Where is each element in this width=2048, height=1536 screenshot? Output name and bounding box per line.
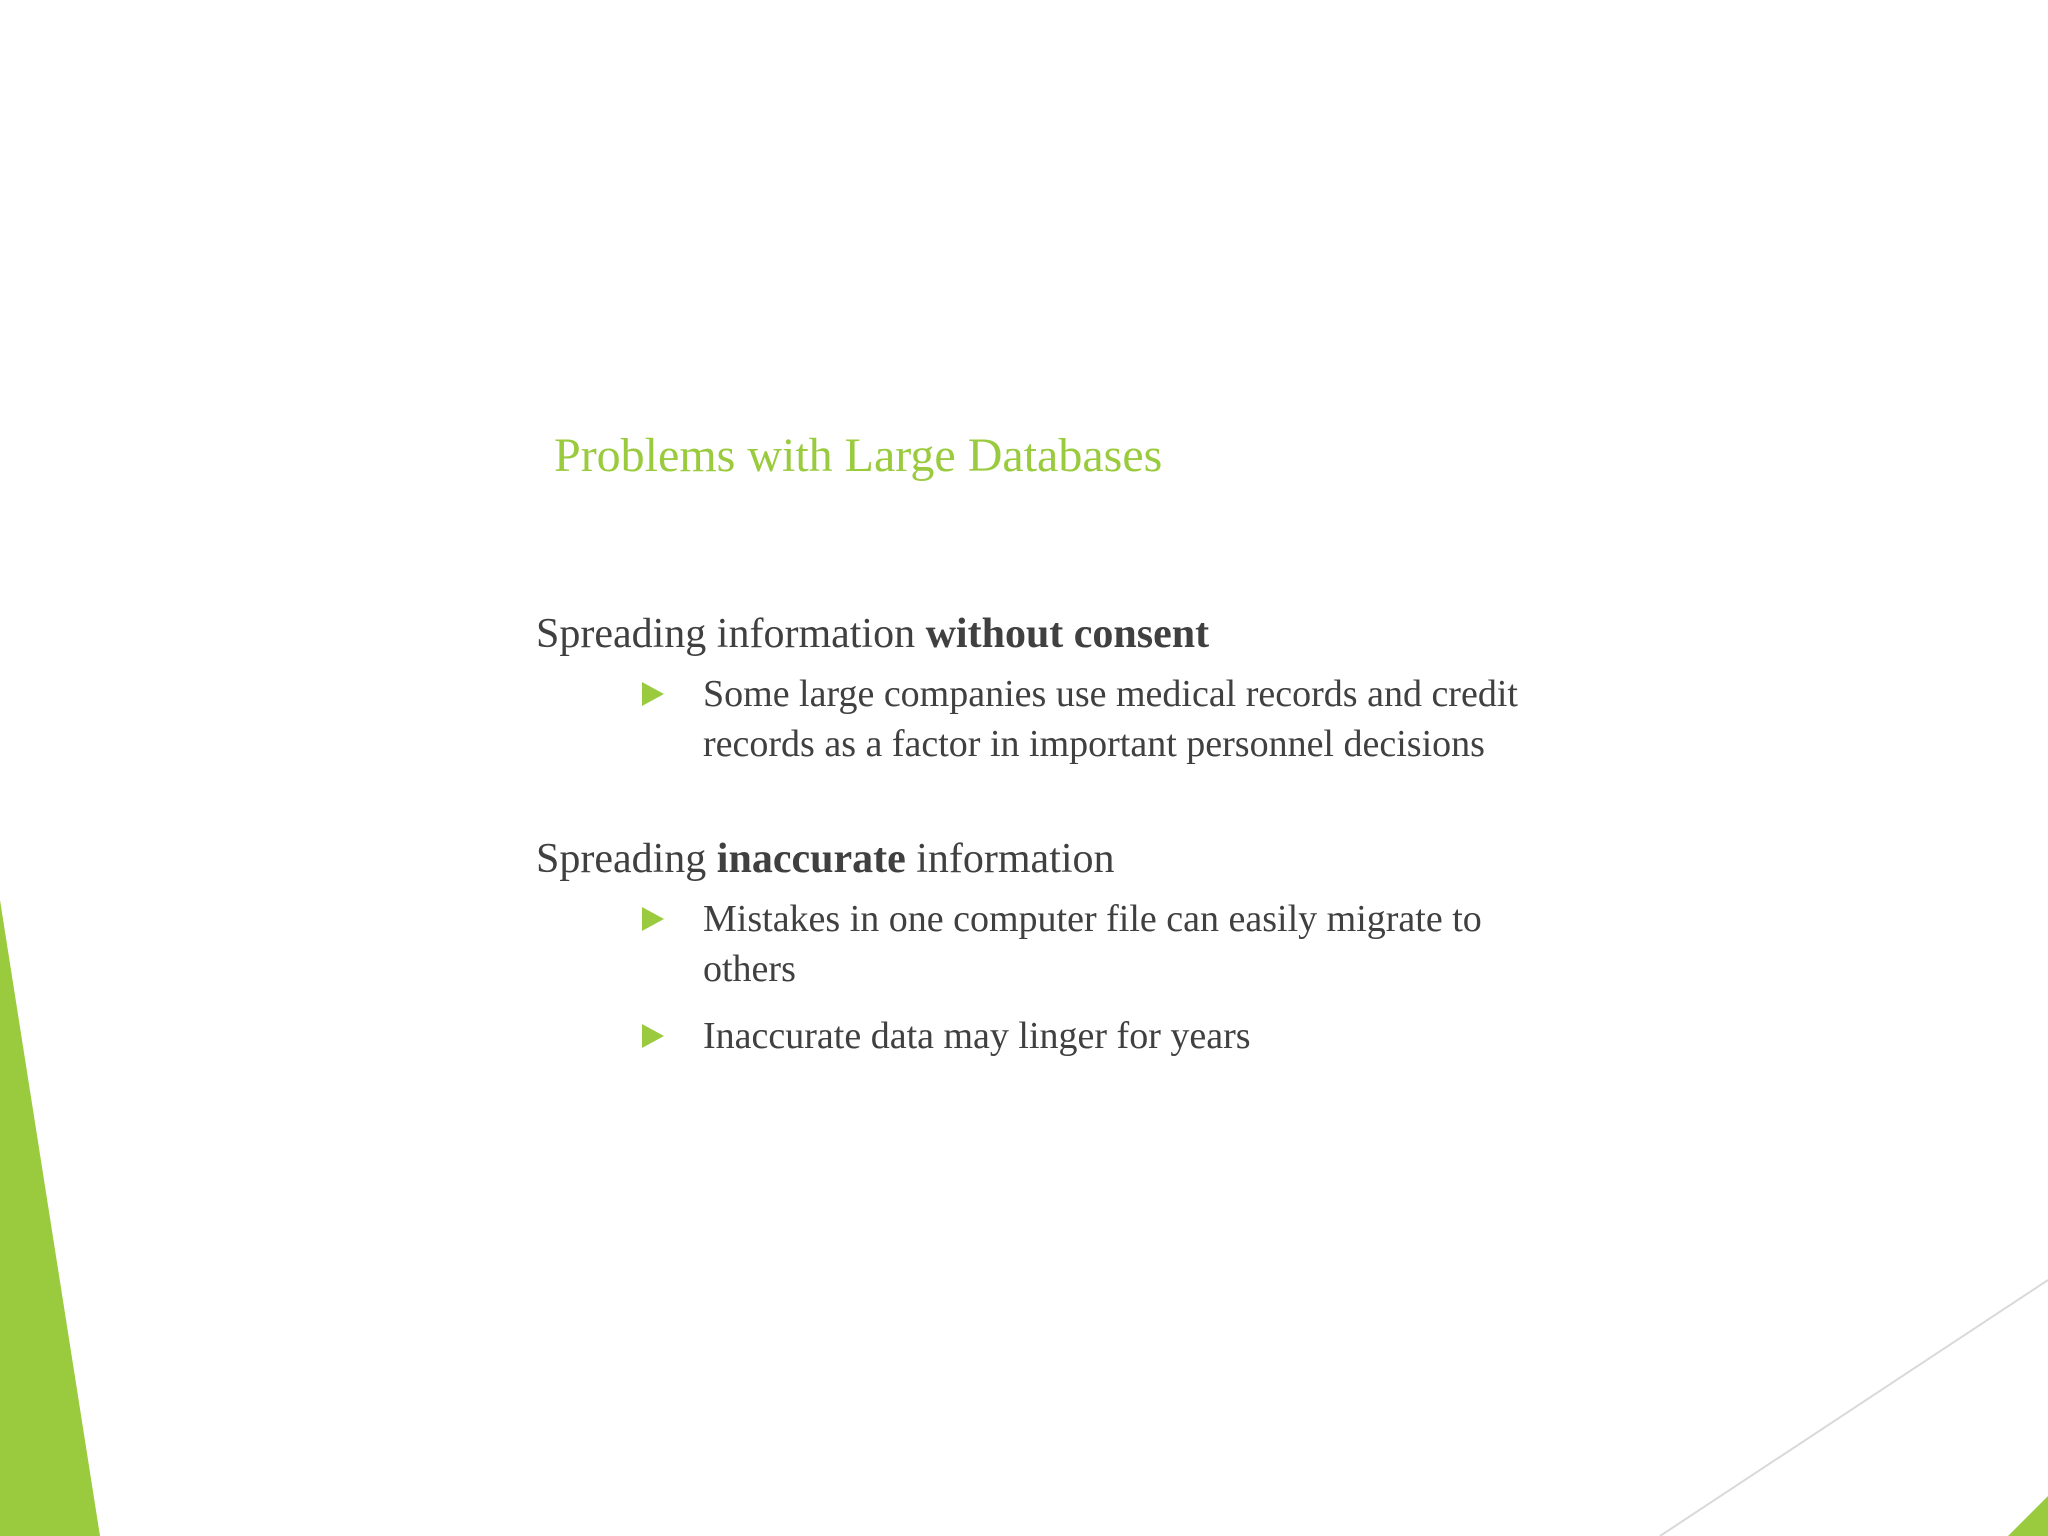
list-item: [536, 669, 1536, 769]
bottom-right-green-corner: [2008, 1496, 2048, 1536]
bottom-right-divider-line: [1660, 1280, 2048, 1536]
list-item: [536, 894, 1536, 994]
heading-text: Spreading information: [536, 611, 926, 657]
bullet-list: [536, 894, 1536, 1061]
triangle-bullet-icon: [642, 1024, 664, 1048]
section-heading: [536, 604, 1536, 664]
bullet-text: Inaccurate data may linger for years: [703, 1015, 1251, 1057]
heading-emphasis: inaccurate: [716, 836, 906, 882]
section-inaccurate: [536, 829, 1536, 1061]
heading-emphasis: without consent: [925, 611, 1210, 657]
section-heading: [536, 829, 1536, 889]
section-without-consent: [536, 604, 1536, 769]
triangle-bullet-icon: [642, 682, 664, 706]
heading-text: Spreading: [536, 836, 717, 882]
bullet-text: Mistakes in one computer file can easily migrate to others: [703, 898, 1482, 990]
left-green-wedge: [0, 900, 100, 1536]
heading-text-after: information: [905, 836, 1115, 882]
triangle-bullet-icon: [642, 907, 664, 931]
slide-title: Problems with Large Databases: [554, 429, 1163, 482]
bullet-list: [536, 669, 1536, 769]
slide-content: [536, 604, 1536, 1061]
list-item: [536, 1011, 1536, 1061]
bullet-text: Some large companies use medical records and credit records as a factor in important personnel decisions: [703, 673, 1518, 765]
